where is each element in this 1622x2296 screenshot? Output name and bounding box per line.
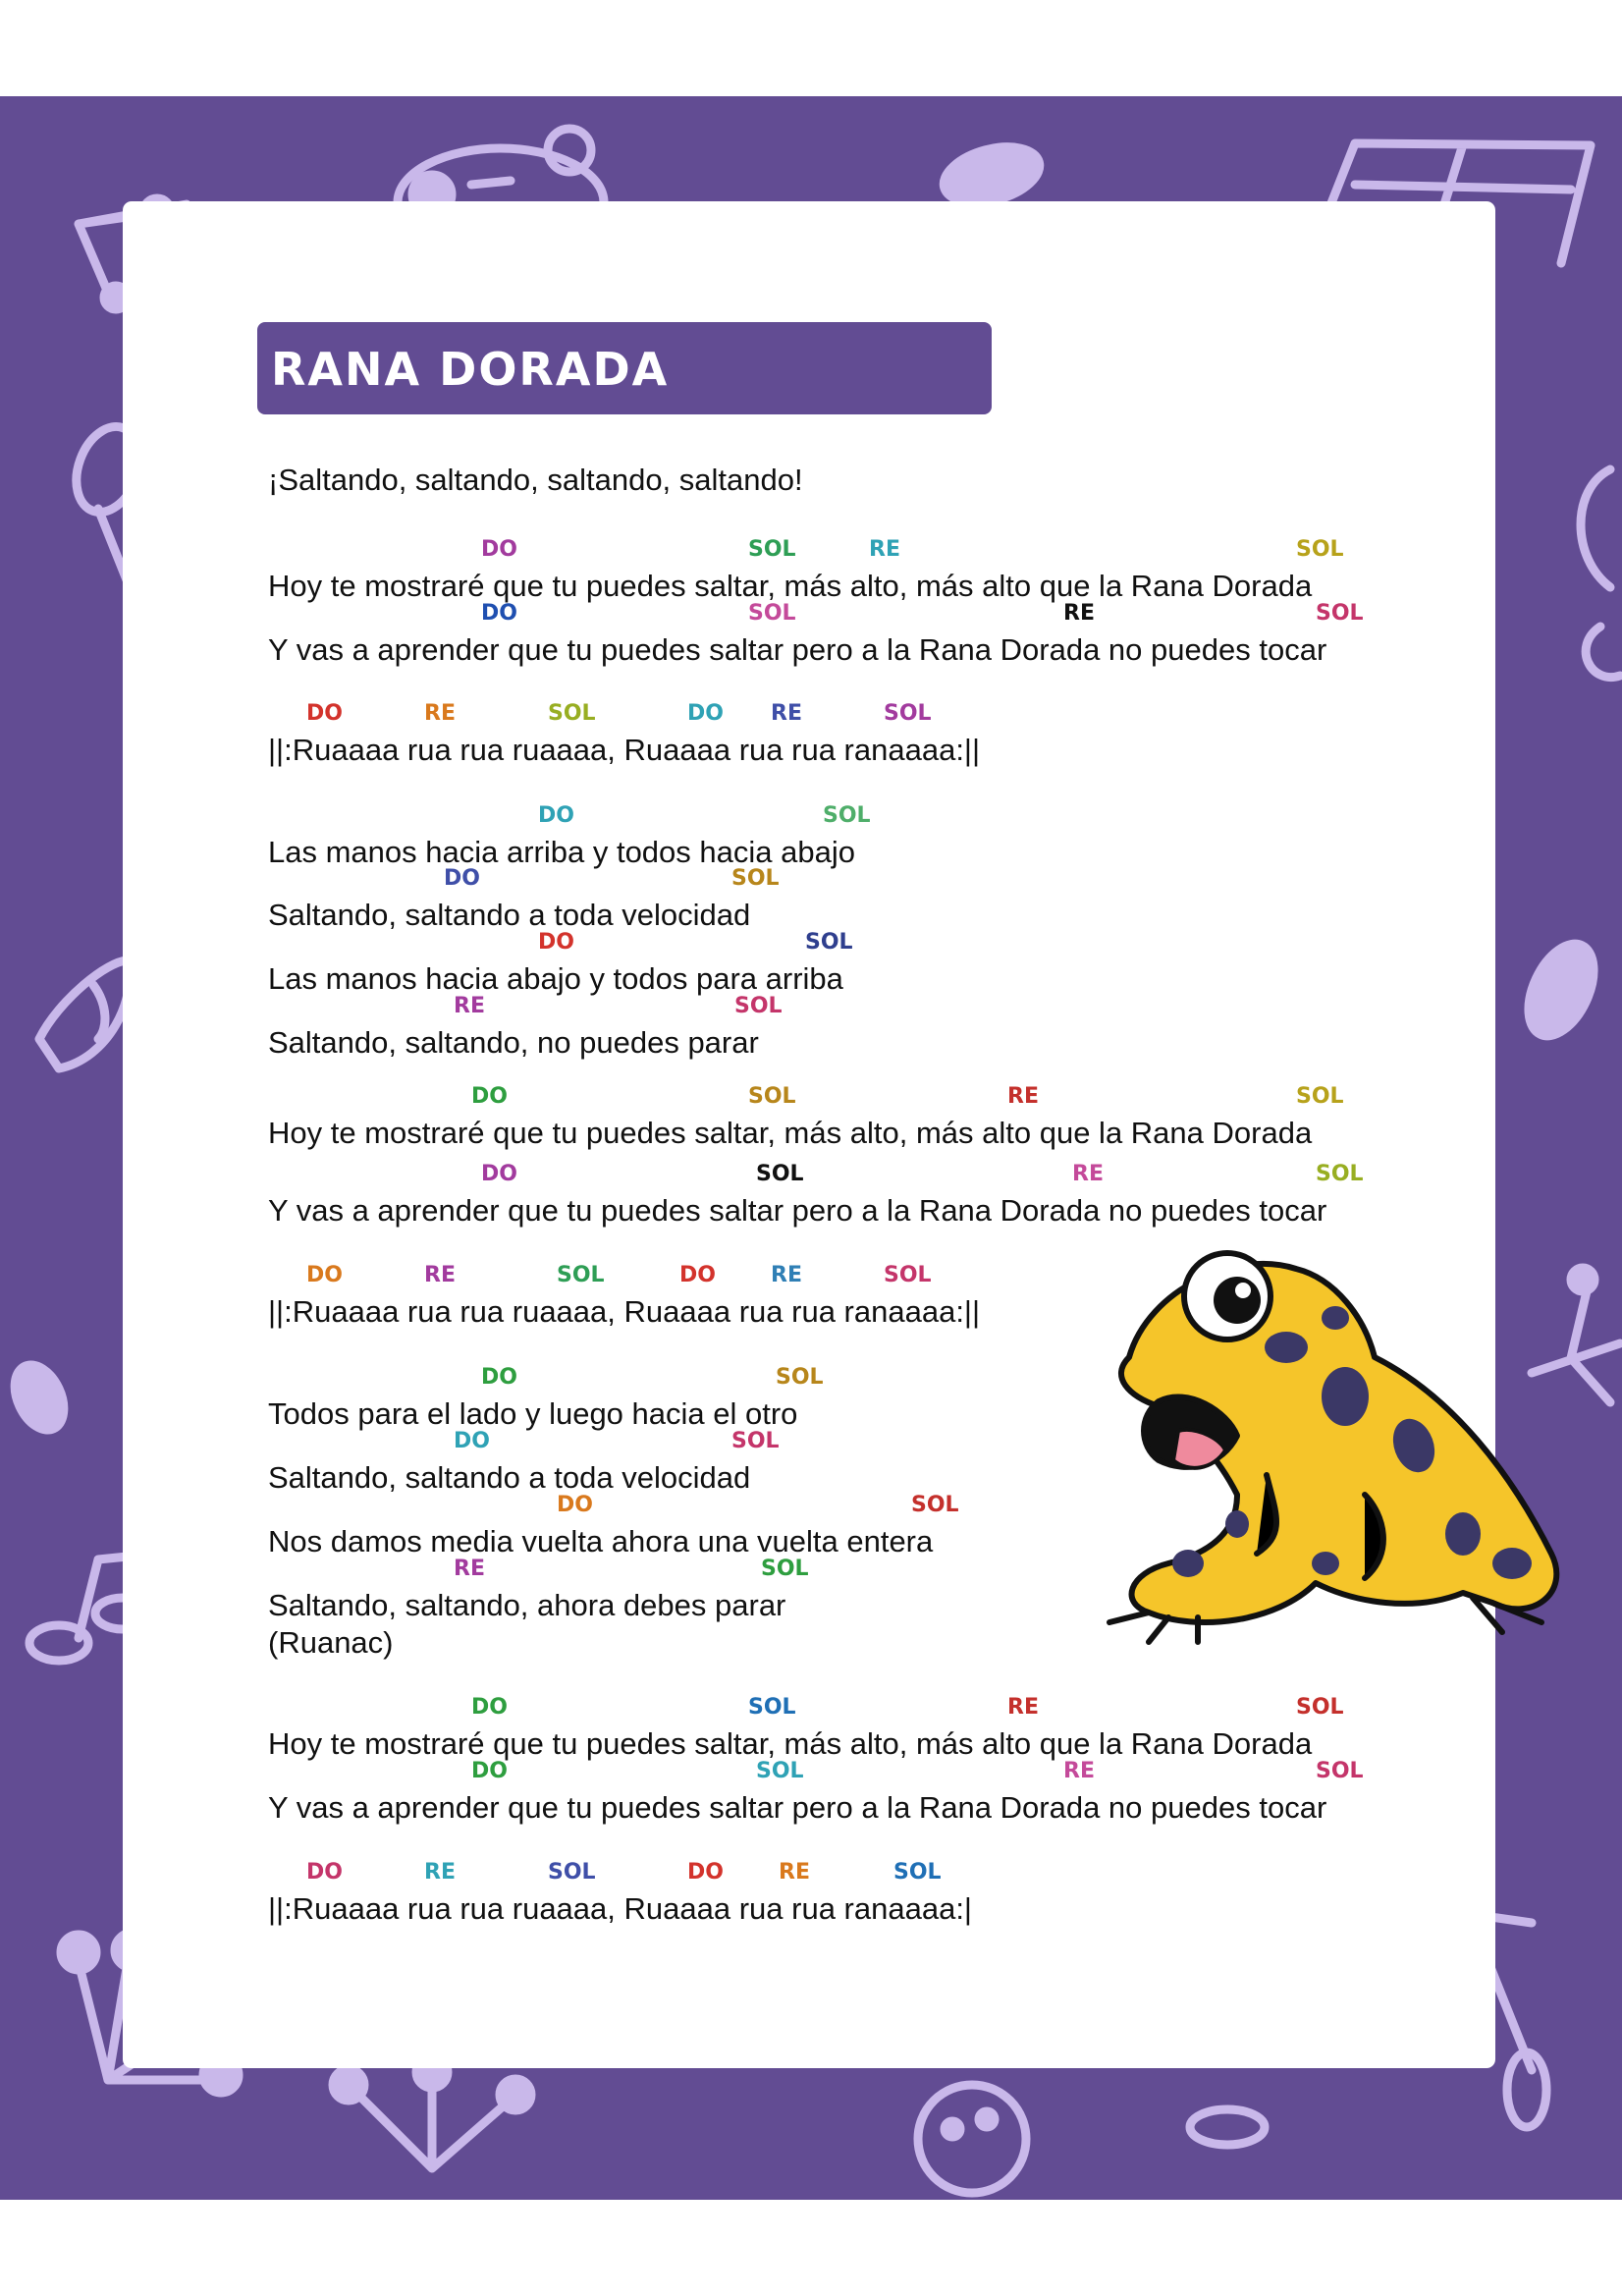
- lyric-line: (Ruanac): [268, 1625, 394, 1660]
- chord-label: SOL: [1316, 1759, 1364, 1783]
- chord-label: SOL: [548, 701, 596, 726]
- chord-label: SOL: [731, 1429, 780, 1453]
- lyric-line: ¡Saltando, saltando, saltando, saltando!: [268, 463, 803, 497]
- lyric-line: Y vas a aprender que tu puedes saltar pero a la Rana Dorada no puedes tocar: [268, 1193, 1327, 1228]
- chord-label: RE: [424, 701, 456, 726]
- chord-label: DO: [454, 1429, 490, 1453]
- chord-label: RE: [1007, 1084, 1039, 1109]
- chord-label: DO: [471, 1759, 508, 1783]
- chord-label: DO: [481, 1365, 517, 1390]
- chord-label: SOL: [884, 1263, 932, 1287]
- lyric-line: Saltando, saltando a toda velocidad: [268, 1460, 751, 1495]
- lyric-line: ||:Ruaaaa rua rua ruaaaa, Ruaaaa rua rua ranaaaa:||: [268, 733, 981, 767]
- chord-label: RE: [1063, 1759, 1095, 1783]
- chord-label: SOL: [761, 1557, 809, 1581]
- lyric-line: ||:Ruaaaa rua rua ruaaaa, Ruaaaa rua rua ranaaaa:|: [268, 1891, 972, 1926]
- chord-label: DO: [481, 537, 517, 562]
- bird-doodle-left-icon: [39, 960, 130, 1068]
- chord-label: SOL: [1296, 1084, 1344, 1109]
- chord-label: DO: [444, 866, 480, 891]
- leaf-doodle-right-icon: [1515, 934, 1606, 1046]
- chord-label: RE: [869, 537, 900, 562]
- chord-label: RE: [771, 701, 802, 726]
- chord-label: RE: [424, 1263, 456, 1287]
- chord-label: RE: [424, 1860, 456, 1885]
- chord-label: DO: [687, 701, 724, 726]
- chord-label: SOL: [805, 930, 853, 955]
- doodle-right-upper-icon: [1581, 469, 1620, 678]
- seed-doodle-left-icon: [5, 1357, 73, 1438]
- chord-label: RE: [771, 1263, 802, 1287]
- lyric-line: Las manos hacia arriba y todos hacia abajo: [268, 835, 855, 869]
- lyric-line: Y vas a aprender que tu puedes saltar pero a la Rana Dorada no puedes tocar: [268, 632, 1327, 667]
- chord-label: SOL: [823, 803, 871, 828]
- lyric-line: Nos damos media vuelta ahora una vuelta entera: [268, 1524, 934, 1558]
- chord-label: SOL: [893, 1860, 942, 1885]
- chord-label: RE: [454, 994, 485, 1018]
- chord-label: DO: [687, 1860, 724, 1885]
- lyric-line: Todos para el lado y luego hacia el otro: [268, 1396, 798, 1431]
- lyric-line: Saltando, saltando, no puedes parar: [268, 1025, 759, 1060]
- chord-label: SOL: [748, 1084, 796, 1109]
- golden-frog-illustration: [1041, 1239, 1600, 1671]
- chord-label: SOL: [776, 1365, 824, 1390]
- chord-label: SOL: [911, 1493, 959, 1517]
- lyric-line: Y vas a aprender que tu puedes saltar pero a la Rana Dorada no puedes tocar: [268, 1790, 1327, 1825]
- chord-label: DO: [481, 601, 517, 626]
- chord-label: RE: [454, 1557, 485, 1581]
- lyric-line: Saltando, saltando a toda velocidad: [268, 898, 751, 932]
- chord-label: RE: [779, 1860, 810, 1885]
- chord-label: DO: [538, 803, 574, 828]
- chord-label: DO: [557, 1493, 593, 1517]
- lyric-line: Hoy te mostraré que tu puedes saltar, más alto, más alto que la Rana Dorada: [268, 1726, 1313, 1761]
- chord-label: DO: [538, 930, 574, 955]
- chord-label: DO: [471, 1695, 508, 1720]
- chord-label: SOL: [884, 701, 932, 726]
- chord-label: DO: [306, 1263, 343, 1287]
- chord-label: DO: [306, 1860, 343, 1885]
- chord-label: DO: [481, 1162, 517, 1186]
- lyric-line: Las manos hacia abajo y todos para arriba: [268, 961, 843, 996]
- chord-label: SOL: [1316, 1162, 1364, 1186]
- chord-label: DO: [471, 1084, 508, 1109]
- chord-label: DO: [679, 1263, 716, 1287]
- flower-doodle-bottom-icon: [333, 2056, 531, 2168]
- song-title: RANA DORADA: [271, 343, 670, 396]
- chord-label: SOL: [731, 866, 780, 891]
- lyric-line: ||:Ruaaaa rua rua ruaaaa, Ruaaaa rua rua ranaaaa:||: [268, 1294, 981, 1329]
- chord-label: SOL: [756, 1759, 804, 1783]
- chord-label: DO: [306, 701, 343, 726]
- lyric-line: Saltando, saltando, ahora debes parar: [268, 1588, 786, 1622]
- chord-label: SOL: [734, 994, 783, 1018]
- lyric-line: Hoy te mostraré que tu puedes saltar, más alto, más alto que la Rana Dorada: [268, 569, 1313, 603]
- leaf-doodle-top-icon: [938, 137, 1046, 212]
- face-doodle-bottom-icon: [918, 2085, 1026, 2193]
- chord-label: SOL: [748, 537, 796, 562]
- chord-label: SOL: [748, 1695, 796, 1720]
- lyric-line: Hoy te mostraré que tu puedes saltar, más alto, más alto que la Rana Dorada: [268, 1116, 1313, 1150]
- chord-label: SOL: [1296, 1695, 1344, 1720]
- chord-label: SOL: [756, 1162, 804, 1186]
- chord-label: RE: [1072, 1162, 1104, 1186]
- bean-doodle-bottom-icon: [1190, 2109, 1265, 2145]
- chord-label: SOL: [748, 601, 796, 626]
- chord-label: SOL: [548, 1860, 596, 1885]
- chord-label: SOL: [1296, 537, 1344, 562]
- chord-label: SOL: [1316, 601, 1364, 626]
- chord-label: RE: [1063, 601, 1095, 626]
- chord-label: SOL: [557, 1263, 605, 1287]
- chord-label: RE: [1007, 1695, 1039, 1720]
